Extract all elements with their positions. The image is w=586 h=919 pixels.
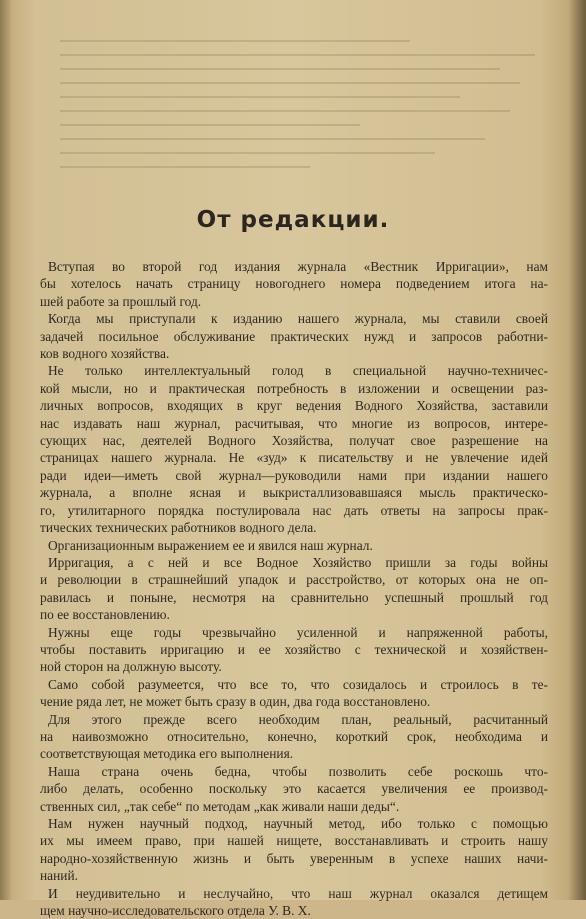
text-line: личных вопросов, входящих в круг ведения Водного Хозяйства, заставили	[40, 398, 548, 414]
paragraph	[40, 676, 548, 711]
article-body	[40, 258, 548, 919]
text-line: задачей посильное обслуживание практических нужд и запросов работни-	[40, 328, 548, 344]
paragraph	[40, 554, 548, 624]
paragraph	[40, 815, 548, 885]
text-line: Для этого прежде всего необходим план, реальный, расчитанный	[48, 711, 548, 727]
page-edge-shadow-left	[0, 0, 12, 900]
text-line: тических технических работников водного дела.	[40, 520, 317, 536]
text-line: и революции в страшнейший упадок и расстройство, от которых она не оп-	[40, 572, 548, 588]
text-line: равилась и поныне, несмотря на сравнительно успешный прошлый год	[40, 589, 548, 605]
text-line: Нам нужен научный подход, научный метод, ибо только с помощью	[48, 816, 548, 831]
text-line: Само собой разумеется, что все то, что созидалось и строилось в те-	[48, 676, 548, 692]
text-line: их мы имеем право, при нашей нищете, восстанавливать и строить нашу	[40, 833, 548, 849]
text-line: Ирригация, а с ней и все Водное Хозяйство пришли за годы войны	[48, 554, 548, 570]
text-line: чтобы поставить ирригацию и ее хозяйство с технической и хозяйствен-	[40, 641, 548, 657]
text-line: журнала, а вполне ясная и выкристаллизовавшаяся мысль практическо-	[40, 485, 548, 501]
paragraph	[40, 362, 548, 536]
text-line: страницах нашего журнала. Не «зуд» к писательству и не увлечение идей	[40, 450, 548, 466]
paragraph	[40, 885, 548, 919]
text-line: ков водного хозяйства.	[40, 346, 170, 362]
paragraph	[40, 310, 548, 362]
text-line: щем научно-исследовательского отдела У. В. Х.	[40, 903, 311, 919]
text-line: наний.	[40, 868, 78, 884]
page-edge-shadow-right	[568, 0, 586, 900]
text-line: соответствующая методика его выполнения.	[40, 746, 294, 762]
text-line: Не только интеллектуальный голод в специальной научно-техничес-	[48, 363, 548, 379]
text-line: народно-хозяйственную жизнь и быть уверенным в успехе наших начи-	[40, 850, 548, 866]
text-line: Наша страна очень бедна, чтобы позволить себе роскошь что-	[48, 763, 548, 779]
text-line: на наивозможно относительно, конечно, короткий срок, необходима и	[40, 728, 548, 744]
paragraph	[40, 763, 548, 815]
text-line: И неудивительно и неслучайно, что наш журнал оказался детищем	[48, 885, 548, 901]
bleed-through-texture	[60, 40, 560, 210]
text-line: Вступая во второй год издания журнала «Вестник Ирригации», нам	[48, 259, 548, 274]
text-line: ной сторон на должную высоту.	[40, 659, 222, 675]
text-line: кой мысли, но и практическая потребность в изложении и освещении раз-	[40, 380, 548, 396]
text-line: по ее восстановлению.	[40, 607, 170, 623]
text-line: бы хотелось начать страницу новогоднего номера подведением итога на-	[40, 276, 548, 292]
article-title: От редакции.	[196, 207, 390, 233]
text-line: ради идеи—иметь свой журнал—руководили нами при издании нашего	[40, 467, 548, 483]
text-line: го, утилитарного порядка постулировала нас дать ответы на запросы прак-	[40, 502, 548, 518]
text-line: шей работе за прошлый год.	[40, 293, 202, 309]
text-line: Организационным выражением ее и явился наш журнал.	[48, 537, 373, 553]
paragraph	[40, 258, 548, 310]
paragraph	[40, 624, 548, 676]
paragraph	[40, 711, 548, 763]
text-line: чение ряда лет, не может быть сразу в один, два года восстановлено.	[40, 694, 431, 710]
paragraph	[40, 537, 548, 554]
text-line: сующих нас, деятелей Водного Хозяйства, получат свое разрешение на	[40, 433, 548, 449]
text-line: ственных сил, „так себе“ по методам „как живали наши деды“.	[40, 798, 400, 814]
text-line: либо делать, особенно поскольку это касается увеличения ее производ-	[40, 781, 548, 797]
text-line: Нужны еще годы чрезвычайно усиленной и напряженной работы,	[48, 624, 548, 640]
text-line: нас издавать наш журнал, расчитывая, что многие из вопросов, интере-	[40, 415, 548, 431]
text-line: Когда мы приступали к изданию нашего журнала, мы ставили своей	[48, 311, 548, 327]
